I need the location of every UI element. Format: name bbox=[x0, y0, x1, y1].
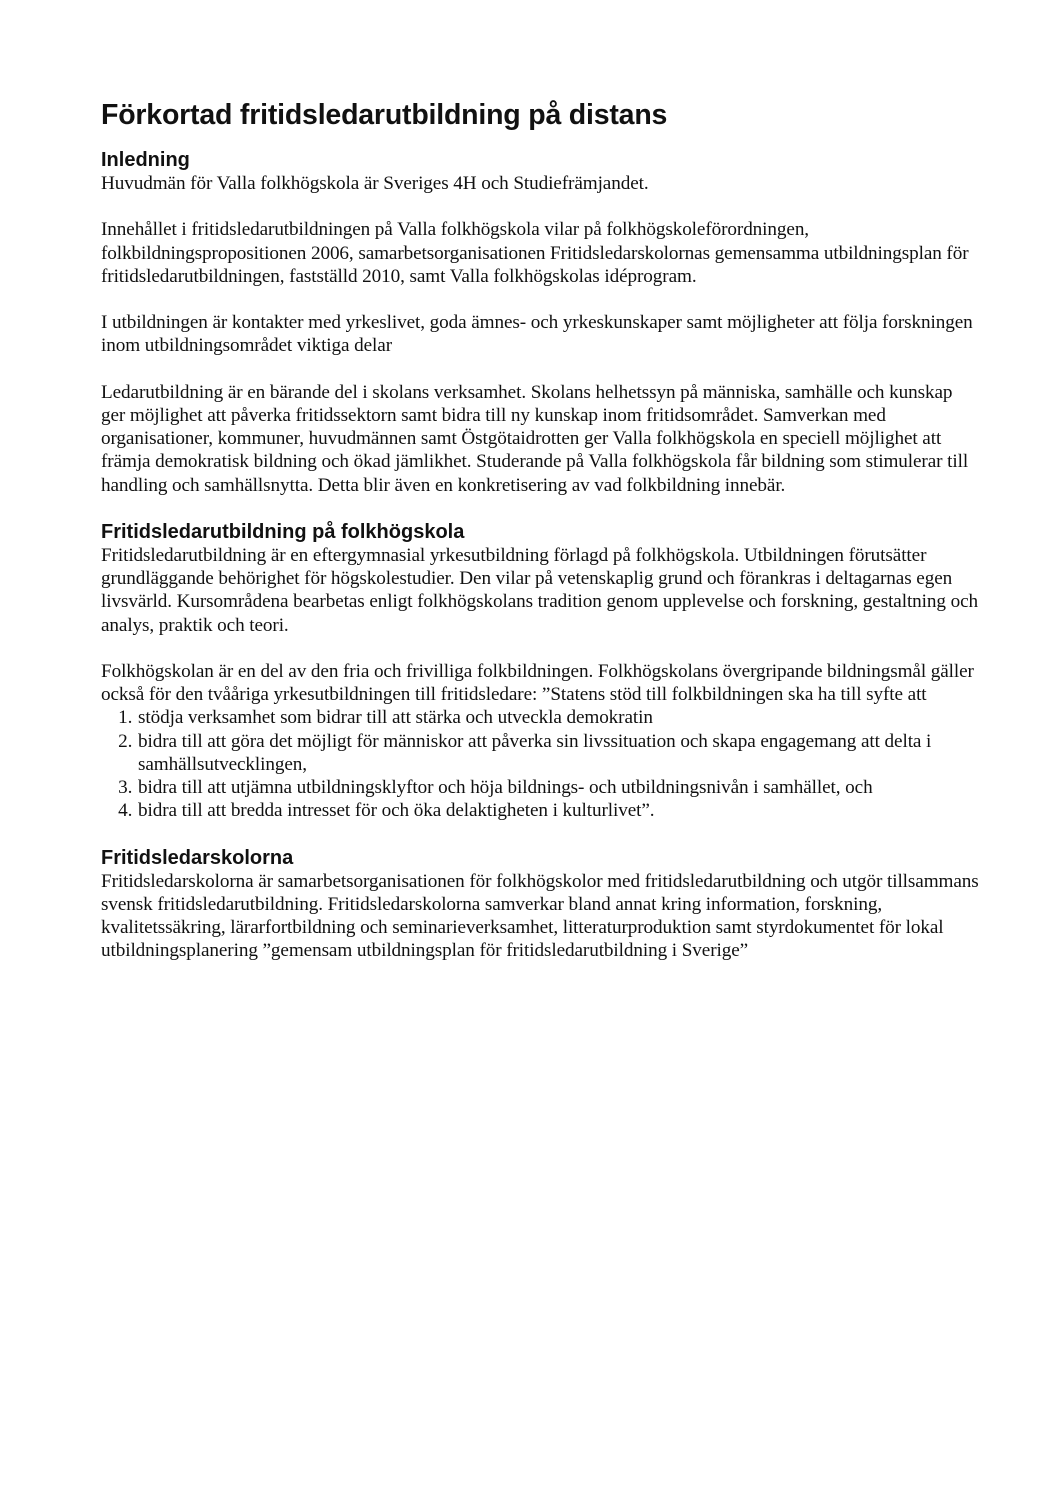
paragraph: Folkhögskolan är en del av den fria och frivilliga folkbildningen. Folkhögskolans övergripande bildningsmål gäller också för den tvååriga yrkesutbildningen till fritidsledare: ”Statens stöd till folkbildningen ska ha till syfte att bbox=[101, 660, 974, 706]
section-fritidsledarutbildning bbox=[101, 520, 981, 822]
paragraph: Fritidsledarskolorna är samarbetsorganisationen för folkhögskolor med fritidsledarutbildning och utgör tillsammans svensk fritidsledarutbildning. Fritidsledarskolorna samverkar bland annat kring information, forskning, kvalitetssäkring, lärarfortbildning och seminarieverksamhet, litteraturproduktion samt styrdokumentet för lokal utbildningsplanering ”gemensam utbildningsplan för fritidsledarutbildning i Sverige” bbox=[101, 870, 979, 962]
list-item: 3. bidra till att utjämna utbildningsklyftor och höja bildnings- och utbildningsnivån i samhället, och bbox=[137, 776, 981, 799]
section-fritidsledarskolorna bbox=[101, 846, 981, 963]
list-item: 4. bidra till att bredda intresset för och öka delaktigheten i kulturlivet”. bbox=[137, 799, 981, 822]
paragraph: I utbildningen är kontakter med yrkeslivet, goda ämnes- och yrkeskunskaper samt möjligheter att följa forskningen inom utbildningsområdet viktiga delar bbox=[101, 312, 973, 357]
paragraph: Huvudmän för Valla folkhögskola är Sveriges 4H och Studiefrämjandet. bbox=[101, 173, 649, 194]
paragraph: Ledarutbildning är en bärande del i skolans verksamhet. Skolans helhetssyn på människa, samhälle och kunskap ger möjlighet att påverka fritidssektorn samt bidra till ny kunskap inom fritidsområdet. Samverkan med organisationer, kommuner, huvudmännen samt Östgötaidrotten ger Valla folkhögskola en speciell möjlighet att främja demokratisk bildning och ökad jämlikhet. Studerande på Valla folkhögskola får bildning som stimulerar till handling och samhällsnytta. Detta blir även en konkretisering av vad folkbildning innebär. bbox=[101, 381, 969, 496]
list-item: 1. stödja verksamhet som bidrar till att stärka och utveckla demokratin bbox=[137, 706, 981, 729]
section-heading: Inledning bbox=[101, 149, 190, 171]
paragraph: Fritidsledarutbildning är en eftergymnasial yrkesutbildning förlagd på folkhögskola. Utbildningen förutsätter grundläggande behörighet för högskolestudier. Den vilar på vetenskaplig grund och förankras i deltagarnas egen livsvärld. Kursområdena bearbetas enligt folkhögskolans tradition genom upplevelse och forskning, gestaltning och analys, praktik och teori. bbox=[101, 544, 978, 636]
section-heading: Fritidsledarutbildning på folkhögskola bbox=[101, 520, 465, 543]
section-heading: Fritidsledarskolorna bbox=[101, 846, 294, 869]
section-inledning bbox=[101, 148, 981, 497]
goals-list bbox=[101, 706, 981, 822]
document-page bbox=[101, 96, 981, 986]
page-title: Förkortad fritidsledarutbildning på distans bbox=[101, 99, 668, 131]
list-item: 2. bidra till att göra det möjligt för människor att påverka sin livssituation och skapa engagemang att delta i samhällsutvecklingen, bbox=[137, 730, 981, 776]
paragraph: Innehållet i fritidsledarutbildningen på Valla folkhögskola vilar på folkhögskoleförordningen, folkbildningspropositionen 2006, samarbetsorganisationen Fritidsledarskolornas gemensamma utbildningsplan för fritidsledarutbildningen, fastställd 2010, samt Valla folkhögskolas idéprogram. bbox=[101, 219, 969, 287]
